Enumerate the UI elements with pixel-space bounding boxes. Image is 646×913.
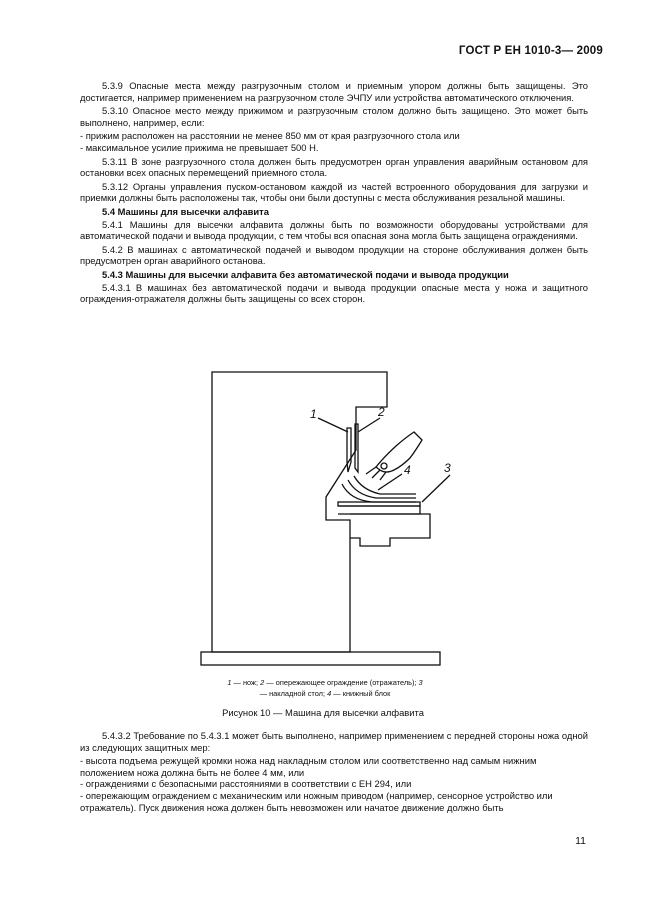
paragraph-5-4-3-1: 5.4.3.1 В машинах без автоматической подачи и вывода продукции опасные места у ножа и защитного ограждения-отражателя должны быть защищены со всех сторон.	[80, 281, 588, 305]
paragraph-5-4-3-2: 5.4.3.2 Требование по 5.4.3.1 может быть выполнено, например применением с передней стороны ножа одной из следующих защитных мер:	[80, 730, 588, 753]
paragraph-5-3-12: 5.3.12 Органы управления пуском-остановом каждой из частей встроенного оборудования для загрузки и приемки должны быть расположены так, чтобы они были доступны с места обслуживания резальной машины.	[80, 180, 588, 204]
figure-caption: Рисунок 10 — Машина для высечки алфавита	[222, 707, 424, 718]
machine-body	[212, 372, 387, 652]
legend-num: 2	[260, 678, 265, 687]
figure-label-1: 1	[310, 407, 317, 421]
figure-legend	[160, 678, 490, 699]
paragraph-5-3-9: 5.3.9 Опасные места между разгрузочным столом и приемным упором должны быть защищены. Это достигается, например применением на разгрузочном столе ЭЧПУ или устройства автоматического отключения.	[80, 80, 588, 103]
figure-label-3: 3	[444, 461, 451, 475]
machine-drawing	[190, 362, 480, 672]
legend-text: — накладной стол;	[259, 688, 328, 698]
legend-text: — книжный блок	[331, 688, 391, 698]
figure-label-4: 4	[404, 463, 411, 477]
section-heading-5-4-3: 5.4.3 Машины для высечки алфавита без автоматической подачи и вывода продукции	[102, 268, 509, 280]
leader-line-3	[422, 475, 450, 502]
paragraph-5-3-10: 5.3.10 Опасное место между прижимом и разгрузочным столом должно быть защищено. Это может быть выполнено, например, если:	[80, 105, 588, 128]
list-item: - максимальное усилие прижима не превышает 500 Н.	[80, 141, 319, 153]
legend-text: — нож;	[231, 678, 261, 687]
list-item: - опережающим ограждением с механическим или ножным приводом (например, сенсорное устройство или отражатель). Пуск движения ножа должен быть невозможен или начатое движение должно быть	[80, 789, 553, 813]
top-text-section	[80, 80, 588, 307]
paragraph-5-4-1: 5.4.1 Машины для высечки алфавита должны быть по возможности оборудованы устройствами для автоматической подачи и вывода продукции, с тем чтобы вся опасная зона могла быть защищена ограждениями.	[80, 218, 588, 242]
knife-blade	[347, 428, 351, 472]
leader-line-2	[358, 418, 380, 432]
page-number: 11	[575, 835, 586, 847]
table-top	[338, 506, 420, 514]
hand-icon	[376, 432, 422, 472]
section-heading-5-4: 5.4 Машины для высечки алфавита	[102, 205, 269, 217]
list-item: - ограждениями с безопасными расстояниями в соответствии с ЕН 294, или	[80, 778, 412, 790]
figure-label-2: 2	[378, 405, 385, 419]
paragraph-5-4-2: 5.4.2 В машинах с автоматической подачей и выводом продукции на стороне обслуживания должен быть предусмотрен орган аварийного останова.	[80, 243, 588, 267]
legend-num: 4	[327, 688, 332, 698]
bottom-text-section	[80, 730, 588, 813]
legend-num: 1	[227, 678, 232, 687]
machine-base	[201, 652, 440, 665]
machine-figure	[190, 362, 480, 677]
finger-tip	[381, 463, 387, 469]
leader-line-1	[318, 418, 348, 432]
legend-text: — опережающее ограждение (отражатель);	[264, 678, 419, 687]
leader-line-4	[378, 474, 402, 490]
lower-support	[350, 514, 430, 546]
paragraph-5-3-11: 5.3.11 В зоне разгрузочного стола должен быть предусмотрен орган управления аварийным остановом для остановки всех опасных перемещений приемного стола.	[80, 155, 588, 179]
list-item: - высота подъема режущей кромки ножа над накладным столом или соответственно над самым нижним положением ножа должна быть не более 4 мм, или	[80, 755, 537, 778]
legend-num: 3	[418, 678, 423, 687]
list-item: - прижим расположен на расстоянии не менее 850 мм от края разгрузочного стола или	[80, 130, 460, 142]
document-header: ГОСТ Р ЕН 1010-3— 2009	[458, 45, 603, 57]
